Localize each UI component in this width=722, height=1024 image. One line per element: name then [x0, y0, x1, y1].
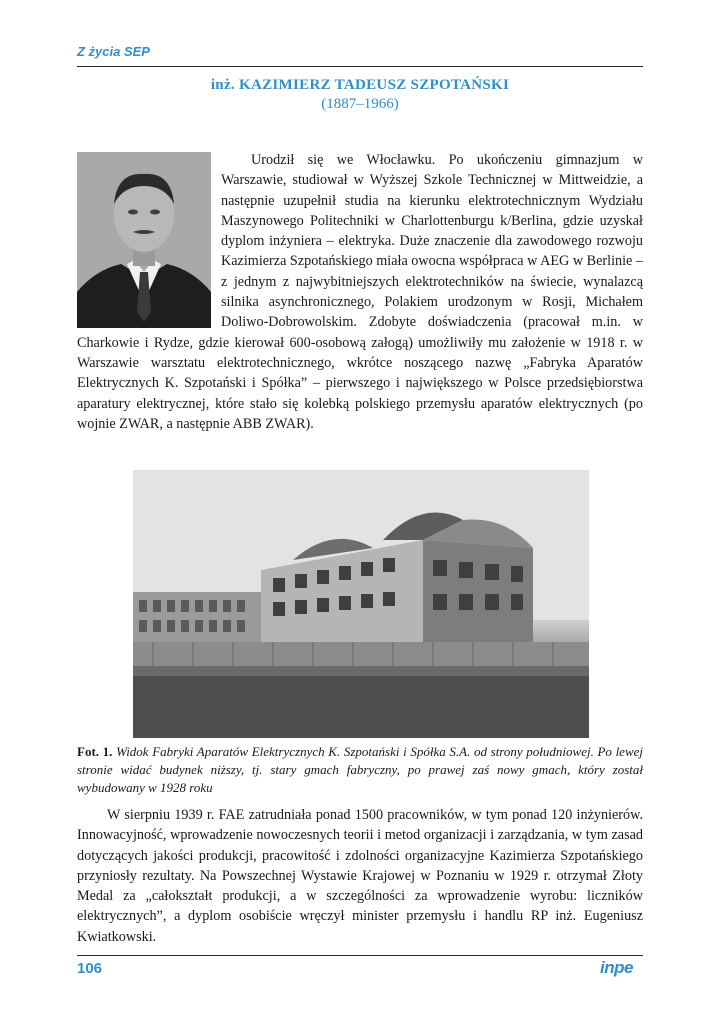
- portrait-photo: [77, 152, 211, 328]
- article-years: (1887–1966): [321, 96, 399, 112]
- biography-paragraph: Urodził się we Włocławku. Po ukończeniu gimnazjum w Warszawie, studiował w Wyższej Szkole Technicznej w Mittweidzie, a następnie uzupełnił studia na kierunku elektrotechnicznym Wydziału Maszynowego Politechniki w Charlottenburgu k/Berlina, gdzie uzyskał dyplom inżyniera – elektryka. Duże znaczenie dla zawodowego rozwoju Kazimierza Szpotańskiego miała owocna współpraca w AEG w Berlinie – z jednym z najwybitniejszych elektrotechników na świecie, wynalazcą silnika asynchronicznego, Polakiem urodzonym w Rosji, Michałem Doliwo-Dobrowolskim. Zdobyte doświadczenia (pracował m.in. w Charkowie i Rydze, gdzie kierował 600-osobową załogą) umożliwiły mu założenie w 1918 r. w Warszawie warsztatu elektrotechnicznego, wkrótce noszącego nazwę „Fabryka Aparatów Elektrycznych K. Szpotański i Spółka” – pierwszego i największego w Polsce przedsiębiorstwa aparatury elektrycznej, które stało się kolebką polskiego przemysłu aparatów elektrycznych (po wojnie ZWAR, a następnie ABB ZWAR).: [77, 152, 643, 432]
- photo-caption: [77, 743, 643, 797]
- body-paragraph: W sierpniu 1939 r. FAE zatrudniała ponad 1500 pracowników, w tym ponad 120 inżynierów. Innowacyjność, wprowadzenie nowoczesnych teorii i metod organizacji i zarządzania, w tym zasad dotyczących jakości produkcji, pracowitość i zdolności organizacyjne Kazimierza Szpotańskiego przyniosły rezultaty. Na Powszechnej Wystawie Krajowej w Poznaniu w 1929 r. otrzymał Złoty Medal za „całokształt produkcji, a w szczególności za wprowadzenie wyrobu: liczników elektrycznych”, a dyplom osobiście wręczył minister przemysłu i handlu RP inż. Eugeniusz Kwiatkowski.: [77, 807, 643, 945]
- caption-label: Fot. 1.: [77, 744, 113, 759]
- factory-photo: [133, 470, 589, 738]
- article-title: inż. KAZIMIERZ TADEUSZ SZPOTAŃSKI: [210, 77, 510, 93]
- publisher-logo: inpe: [600, 958, 633, 977]
- header-rule: [77, 66, 643, 67]
- portrait-illustration: [77, 152, 211, 328]
- biography-text-block: [77, 150, 643, 434]
- footer-rule: [77, 955, 643, 956]
- factory-illustration: [133, 470, 589, 738]
- caption-text: Widok Fabryki Aparatów Elektrycznych K. Szpotański i Spółka S.A. od strony południowej. Po lewej stronie widać budynek niższy, tj. stary gmach fabryczny, po prawej zaś nowy gmach, który został wybudowany w 1928 roku: [77, 744, 643, 795]
- article-heading: [77, 76, 643, 114]
- second-text-block: [77, 805, 643, 947]
- page-number: 106: [77, 960, 103, 977]
- section-title: Z życia SEP: [77, 44, 150, 59]
